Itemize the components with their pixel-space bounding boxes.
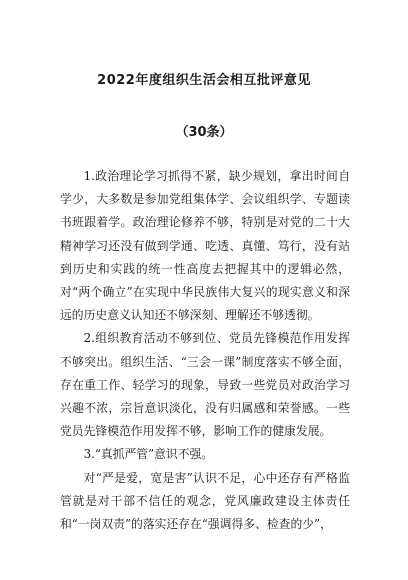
paragraph-2: 2.组织教育活动不够到位、党员先锋模范作用发挥不够突出。组织生活、“三会一课”制度落实不够全面，存在重工作、轻学习的现象，导致一些党员对政治学习兴趣不浓，宗旨意识淡化，没有归属感和荣誉感。一些党员先锋模范作用发挥不够，影响工作的健康发展。 [60, 331, 350, 439]
paragraph-3: 3.“真抓严管”意识不强。 [83, 447, 214, 462]
paragraph-4: 对“严是爱，宽是害”认识不足，心中还存有严格监管就是对干部不信任的观念，党风廉政建设主体责任和“一岗双责”的落实还存在“强调得多、检查的少”， [60, 470, 350, 532]
document-subtitle: （30条） [175, 125, 233, 140]
document-title: 2022年度组织生活会相互批评意见 [97, 73, 311, 88]
paragraph-1: 1.政治理论学习抓得不紧，缺少规划，拿出时间自学少，大多数是参加党组集体学、会议组织学、专题读书班跟着学。政治理论修养不够，特别是对党的二十大精神学习还没有做到学通、吃透、真懂、笃行，没有站到历史和实践的统一性高度去把握其中的逻辑必然，对“两个确立”在实现中华民族伟大复兴的现实意义和深远的历史意义认知还不够深刻、理解还不够透彻。 [60, 169, 350, 323]
document-body [60, 165, 350, 536]
